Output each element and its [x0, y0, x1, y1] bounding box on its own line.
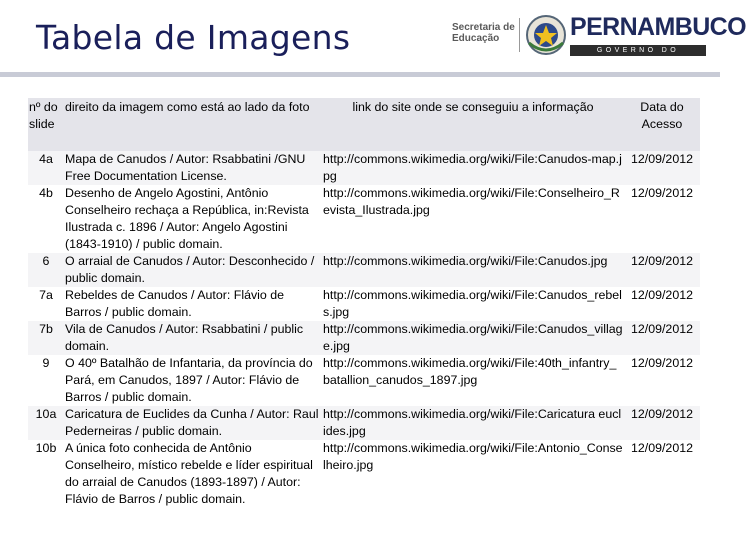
- cell-rights: Mapa de Canudos / Autor: Rsabbatini /GNU Free Documentation License.: [65, 152, 306, 183]
- table-row: [28, 287, 700, 321]
- cell-slide: 7b: [39, 322, 53, 336]
- table-row: [28, 253, 700, 287]
- cell-date: 12/09/2012: [630, 322, 693, 336]
- cell-date: 12/09/2012: [630, 356, 693, 370]
- secretaria-line-2: Educação: [452, 33, 500, 44]
- cell-slide: 10b: [35, 441, 57, 455]
- slide-title: Tabela de Imagens: [36, 18, 351, 57]
- image-credits-table: [28, 98, 700, 508]
- secretaria-line-1: Secretaria de: [452, 22, 515, 33]
- table-row: [28, 406, 700, 440]
- cell-slide: 7a: [39, 288, 53, 302]
- cell-rights: Desenho de Angelo Agostini, Antônio Conselheiro rechaça a República, in:Revista Ilustrada c. 1896 / Autor: Angelo Agostini (1843-1910) / public domain.: [65, 186, 309, 251]
- cell-link[interactable]: http://commons.wikimedia.org/wiki/File:Canudos-map.jpg: [323, 152, 622, 183]
- cell-slide: 4a: [39, 152, 53, 166]
- cell-link[interactable]: http://commons.wikimedia.org/wiki/File:Antonio_Conselheiro.jpg: [323, 441, 623, 472]
- pernambuco-wordmark: PERNAMBUCO: [570, 13, 746, 41]
- cell-slide: 4b: [39, 186, 53, 200]
- cell-slide: 9: [42, 356, 50, 370]
- table-row: [28, 185, 700, 253]
- header-image-rights: direito da imagem como está ao lado da foto: [65, 100, 310, 114]
- cell-date: 12/09/2012: [630, 441, 693, 455]
- secretaria-logo-text: [452, 22, 515, 44]
- cell-rights: Caricatura de Euclides da Cunha / Autor: Raul Pederneiras / public domain.: [65, 407, 319, 438]
- cell-date: 12/09/2012: [630, 186, 693, 200]
- header-access-date: Data do Acesso: [640, 100, 684, 131]
- government-logos: [452, 12, 746, 65]
- table-row: [28, 440, 700, 508]
- cell-link[interactable]: http://commons.wikimedia.org/wiki/File:Caricatura euclides.jpg: [323, 407, 622, 438]
- table-row: [28, 355, 700, 406]
- governo-do-estado-bar: GOVERNO DO ESTADO: [570, 45, 706, 56]
- header-slide-number: nº do slide: [29, 100, 58, 131]
- slide-header: [0, 0, 746, 72]
- cell-date: 12/09/2012: [630, 407, 693, 421]
- header-spacer: [28, 133, 700, 151]
- pernambuco-coat-of-arms-icon: [525, 13, 567, 57]
- cell-rights: O arraial de Canudos / Autor: Desconhecido / public domain.: [65, 254, 315, 285]
- cell-link[interactable]: http://commons.wikimedia.org/wiki/File:Canudos_village.jpg: [323, 322, 623, 353]
- table-row: [28, 321, 700, 355]
- cell-link[interactable]: http://commons.wikimedia.org/wiki/File:Canudos_rebels.jpg: [323, 288, 622, 319]
- cell-slide: 6: [42, 254, 50, 268]
- cell-date: 12/09/2012: [630, 288, 693, 302]
- header-source-link: link do site onde se conseguiu a informação: [352, 100, 594, 114]
- table-header-row: [28, 98, 700, 133]
- cell-date: 12/09/2012: [630, 254, 693, 268]
- logo-divider: [519, 18, 520, 52]
- cell-rights: A única foto conhecida de Antônio Conselheiro, místico rebelde e líder espiritual do arraial de Canudos (1893-1897) / Autor: Flávio de Barros / public domain.: [65, 441, 313, 506]
- cell-slide: 10a: [35, 407, 57, 421]
- cell-link[interactable]: http://commons.wikimedia.org/wiki/File:40th_infantry_batallion_canudos_1897.jpg: [323, 356, 617, 387]
- cell-rights: O 40º Batalhão de Infantaria, da província do Pará, em Canudos, 1897 / Autor: Flávio de Barros / public domain.: [65, 356, 313, 404]
- cell-rights: Rebeldes de Canudos / Autor: Flávio de Barros / public domain.: [65, 288, 285, 319]
- table-row: [28, 151, 700, 185]
- cell-link[interactable]: http://commons.wikimedia.org/wiki/File:Canudos.jpg: [323, 254, 608, 268]
- header-divider: [0, 72, 720, 77]
- cell-link[interactable]: http://commons.wikimedia.org/wiki/File:Conselheiro_Revista_Ilustrada.jpg: [323, 186, 620, 217]
- cell-date: 12/09/2012: [630, 152, 693, 166]
- cell-rights: Vila de Canudos / Autor: Rsabbatini / public domain.: [65, 322, 304, 353]
